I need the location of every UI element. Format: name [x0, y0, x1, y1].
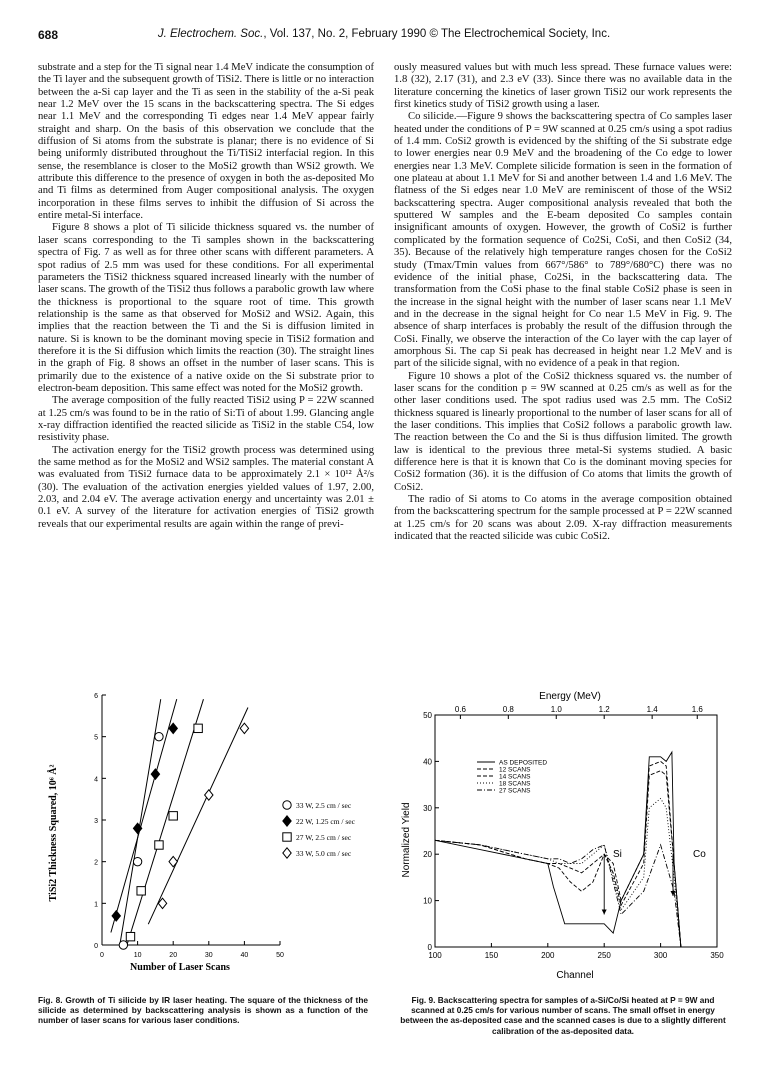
x-tick-label: 150 [484, 951, 499, 960]
square-marker [194, 724, 202, 732]
square-marker [126, 932, 134, 940]
open-diamond-marker [283, 848, 291, 858]
x-tick-label: 300 [653, 951, 668, 960]
top-tick-label: 0.6 [454, 705, 466, 714]
legend-label: 12 SCANS [499, 766, 531, 774]
chart-legend [477, 760, 547, 795]
co-label: Co [693, 849, 706, 860]
journal-issue: , Vol. 137, No. 2, February 1990 © The Electrochemical Society, Inc. [263, 28, 611, 40]
legend-label: 18 SCANS [499, 780, 531, 788]
y-tick-label: 4 [94, 776, 98, 784]
data-points [112, 723, 249, 949]
si-label: Si [613, 849, 622, 860]
circle-marker [155, 732, 163, 740]
square-marker [155, 841, 163, 849]
x-tick-label: 30 [204, 952, 213, 959]
paragraph: substrate and a step for the Ti signal near 1.4 MeV indicate the consumption of the Ti layer and the subsequent growth of TiSi2. There is little or no interaction between the a-Si cap layer and the Ti as seen in the stability of the a-Si peak near 1.2 MeV over the 15 scans in the backscattering spectra. The Si edges near 1.1 MeV and the corresponding Ti edges near 1.4 MeV appear fairly straight and sharp. On the basis of this observation we conclude that the diffusion of Si atoms from the substrate is planar; there is no evidence of Si being uniformly distributed throughout the Ti/TiSi2 interfacial region. In this sense, the resemblance is closer to the MoSi2 growth than WSi2 growth. We attribute this difference to the presence of oxygen in both the as-deposited Mo and Ti films as determined from Auger compositional analysis. The oxygen incorporation in these films serves to inhibit the diffusion of Si across the entire metal-Si interface. [38, 62, 374, 222]
legend-label: 27 SCANS [499, 787, 531, 795]
figure-8-chart [40, 683, 370, 983]
paragraph: The radio of Si atoms to Co atoms in the average composition obtained from the backscattering spectrum for the sample processed at P = 22W scanned at 1.25 cm/s for 20 scans was about 2.09. X-ray diffraction measurements indicated that the reacted silicide was cubic CoSi2. [394, 494, 732, 543]
y-tick-label: 50 [423, 711, 432, 720]
x-tick-label: 20 [169, 952, 178, 959]
top-tick-label: 1.6 [691, 705, 703, 714]
diamond-marker [283, 816, 291, 826]
y-tick-label: 1 [94, 901, 98, 909]
y-tick-label: 0 [94, 943, 98, 950]
top-tick-label: 1.4 [646, 705, 658, 714]
legend-label: 22 W, 1.25 cm / sec [296, 817, 355, 826]
diamond-marker [151, 769, 159, 779]
paragraph: Figure 8 shows a plot of Ti silicide thickness squared vs. the number of laser scans corresponding to the Ti samples shown in the backscattering spectra of Fig. 7 as well as for three other scans with different parameters. A spot radius of 2.5 mm was used for these conditions. For all experimental parameters the TiSi2 thickness squared increased linearly with the number of laser scans. The growth of the TiSi2 thus follows a parabolic growth law where the thickness is proportional to the square root of time. This growth relationship is the same as that observed for MoSi2 and WSi2. Again, this implies that the reaction between the Ti and the Si is diffusion limited in nature. Si is known to be the dominant moving specie in TiSi2 formation and therefore it is the Si diffusion which limits the reaction (30). The straight lines in the graph of Fig. 8 shows an offset in the number of laser scans. This is primarily due to the existence of a native oxide on the Si substrate prior to electron-beam deposition. This same effect was noted for the MoSi2 growth. [38, 222, 374, 394]
top-tick-label: 1.2 [598, 705, 610, 714]
arrowhead [602, 910, 607, 915]
y-tick-label: 30 [423, 803, 432, 813]
spectrum-line [435, 799, 681, 948]
right-column [394, 62, 732, 543]
y-tick-label: 10 [423, 896, 432, 906]
y-tick-label: 6 [94, 693, 98, 700]
open-diamond-marker [240, 723, 248, 733]
top-axis-label: Energy (MeV) [539, 691, 601, 702]
circle-marker [133, 857, 141, 865]
circle-marker [119, 941, 127, 949]
square-marker [137, 887, 145, 895]
paragraph: The activation energy for the TiSi2 growth process was determined using the same method as for the MoSi2 and WSi2 samples. The material constant A was evaluated from TiSi2 furnace data to be approximately 2.1 × 10¹² Å²/s (30). The evaluation of the activation energies yielded values of 1.97, 2.00, 2.03, and 2.04 eV. The average activation energy and uncertainty was 2.01 ± 0.1 eV. A survey of the literature for activation energies of TiSi2 growth reveals that our experimental results are again within the range of previ- [38, 444, 374, 530]
diamond-marker [133, 823, 141, 833]
diamond-marker [169, 723, 177, 733]
y-axis-label: Normalized Yield [401, 802, 412, 878]
x-tick-label: 10 [133, 952, 142, 959]
page-number: 688 [38, 28, 59, 42]
square-marker [169, 812, 177, 820]
chart-legend [283, 801, 356, 858]
diamond-marker [112, 911, 120, 921]
x-tick-label: 0 [100, 952, 104, 959]
y-tick-label: 5 [94, 734, 98, 742]
journal-citation [38, 28, 730, 40]
x-tick-label: 200 [541, 951, 555, 960]
x-tick-label: 100 [428, 951, 442, 960]
legend-label: 27 W, 2.5 cm / sec [296, 833, 352, 842]
paragraph: The average composition of the fully reacted TiSi2 using P = 22W scanned at 1.25 cm/s was found to be in the ratio of Si:Ti of about 1.99. Glancing angle x-ray diffraction identified the reacted silicide as TiSi2 in the stable C54, low resistivity phase. [38, 395, 374, 444]
y-tick-label: 0 [427, 943, 432, 952]
legend-label: 14 SCANS [499, 773, 531, 781]
x-axis-label: Channel [556, 970, 594, 981]
paragraph: Co silicide.—Figure 9 shows the backscattering spectra of Co samples laser heated under the conditions of P = 9W scanned at 0.25 cm/s using a spot radius of 1.4 mm. CoSi2 growth is evidenced by the shifting of the Si substrate edge to lower energies near 0.9 MeV and the broadening of the Co edge to lower energies near 1.3 MeV. Complete silicide formation is seen in the formation of one plateau at about 1.1 MeV for Si and another between 1.4 and 1.6 MeV. The flatness of the Si edges near 1.0 MeV are reminiscent of those of the WSi2 backscattering spectra. Auger compositional analysis revealed that both the sputtered W samples and the E-beam deposited Co samples contain insignificant amounts of oxygen. However, the growth of CoSi2 is further complicated by the formation sequence of Co2Si, CoSi, and then CoSi2 (34, 35). Because of the relatively high temperature ranges chosen for the CoSi2 study (Tmax/Tmin values from 667°/586° to 789°/680°C) there was no evidence of the initial phase, Co2Si, in the backscattering data. The transformation from the CoSi phase to the final stable CoSi2 phase is seen in the increase in the signal height with the number of laser scans near 1.1 MeV and in the decrease in the signal height for Co near 1.5 MeV in Fig. 9. The absence of sharp interfaces is probably the result of the diffusion through the CoSi. Finally, we observe the interaction of the Co layer with the cap layer of amorphous Si. The cap Si peak has decreased in height near 1.2 MeV and is part of the silicide signal, with no evidence of a peak in that region. [394, 111, 732, 370]
left-column [38, 62, 374, 531]
y-tick-label: 3 [94, 818, 98, 825]
plot-frame [435, 715, 717, 947]
fit-line [127, 699, 204, 945]
circle-marker [283, 801, 291, 809]
fit-lines [111, 699, 248, 945]
open-diamond-marker [169, 856, 177, 866]
legend-label: 33 W, 5.0 cm / sec [296, 849, 352, 858]
y-tick-label: 2 [94, 859, 98, 867]
top-tick-label: 1.0 [550, 705, 562, 714]
paragraph: ously measured values but with much less spread. These furnace values were: 1.8 (32), 2.17 (31), and 2.3 eV (33). Since there was no available data in the literature concerning the kinetics of laser grown TiSi2 our work represents the first kinetics study of TiSi2 growth using a laser. [394, 62, 732, 111]
paragraph: Figure 10 shows a plot of the CoSi2 thickness squared vs. the number of laser scans for the condition p = 9W scanned at 0.25 cm/s as well as for the other laser conditions used. The spot radius used was 2.5 mm. The CoSi2 thickness squared is linearly proportional to the number of laser scans for all of the laser conditions. This implies that CoSi2 follows a parabolic growth law. The reaction between the Co and the Si is thus diffusion limited. The growth law is identical to the previous three metal-Si systems studied. A basic difference here is that it is known that Co is the dominant moving species for CoSi2 formation (36). it is the diffusion of Co atoms that limits the growth of CoSi2. [394, 370, 732, 493]
x-axis-label: Number of Laser Scans [130, 962, 230, 973]
figure-9-chart [395, 685, 725, 985]
chart-axes [94, 693, 284, 959]
legend-label: 33 W, 2.5 cm / sec [296, 801, 352, 810]
journal-name: J. Electrochem. Soc. [157, 28, 264, 40]
legend-label: AS DEPOSITED [499, 759, 548, 767]
fit-line [148, 708, 248, 925]
figure-8-caption: Fig. 8. Growth of Ti silicide by IR laser heating. The square of the thickness of the silicide as determined by backscattering analysis is shown as a function of the number of laser scans for various laser conditions. [38, 995, 368, 1026]
x-tick-label: 50 [276, 952, 284, 959]
running-header [38, 28, 730, 46]
x-tick-label: 250 [597, 951, 611, 960]
spectra-lines [435, 752, 681, 947]
y-tick-label: 20 [423, 850, 432, 860]
x-tick-label: 40 [240, 952, 249, 959]
figure-9-caption: Fig. 9. Backscattering spectra for samples of a-Si/Co/Si heated at P = 9W and scanned at 0.25 cm/s for various number of scans. The small offset in energy between the as-deposited case and the scanned cases is due to a slightly different calibration of the as-deposited data. [400, 995, 726, 1036]
y-axis-label: TiSi2 Thickness Squared, 10⁶ Å² [48, 764, 59, 902]
x-tick-label: 350 [710, 951, 724, 960]
y-tick-label: 40 [423, 757, 432, 767]
square-marker [283, 833, 291, 841]
top-tick-label: 0.8 [502, 705, 514, 714]
